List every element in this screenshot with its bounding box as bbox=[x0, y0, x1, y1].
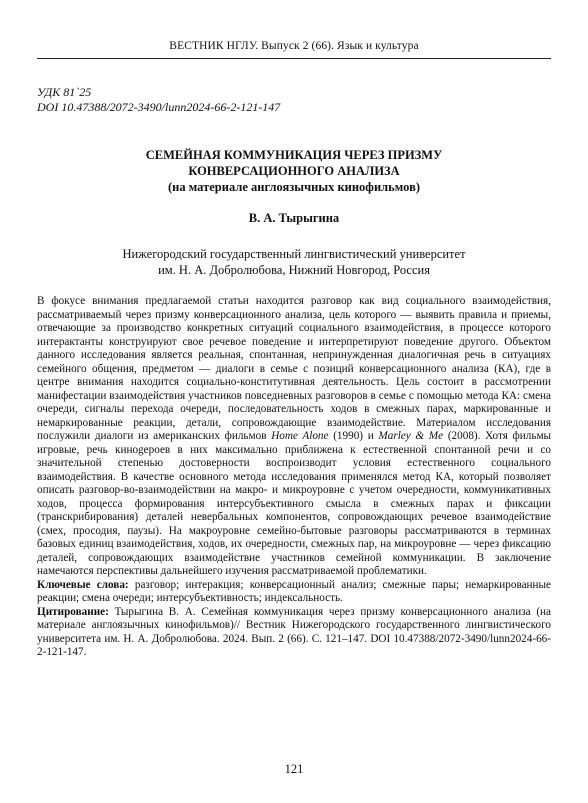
film-title-marley-and-me: Marley & Me bbox=[378, 430, 444, 442]
abstract-body bbox=[37, 295, 551, 579]
affiliation-line-2: им. Н. А. Добролюбова, Нижний Новгород, Россия bbox=[158, 263, 430, 277]
citation-label: Цитирование: bbox=[37, 605, 109, 618]
title-line-1: СЕМЕЙНАЯ КОММУНИКАЦИЯ ЧЕРЕЗ ПРИЗМУ bbox=[145, 148, 443, 162]
abstract-part-1: В фокусе внимания предлагаемой статьи находится разговор как вид социального взаимодействия, рассматриваемый через призму конверсационного анализа, цель которого — выявить правила и приемы, отвечающие за производство конкретных ситуаций социального взаимодействия, в процессе которого интерактанты конструируют свое речевое поведение и интерпретируют поведение другого. Объектом данного исследования является реальная, спонтанная, непринужденная диалогичная речь в ситуациях семейного общения, предметом — диалоги в семье с позиций конверсационного анализа (КА), где в центре внимания находится социально-конститутивная деятельность. Цель состоит в рассмотрении манифестации взаимодействия участников повседневных разговоров в семье с помощью метода КА: смена очереди, сигналы перехода очереди, последовательность ходов в смежных парах, маркированные и немаркированные реакции, детали, сопровождающие взаимодействие. Материалом исследования послужили диалоги из американских фильмов bbox=[37, 295, 551, 442]
doi: DOI 10.47388/2072-3490/lunn2024-66-2-121-147 bbox=[37, 100, 281, 114]
title-line-3: (на материале англоязычных кинофильмов) bbox=[168, 180, 420, 194]
abstract bbox=[37, 295, 551, 660]
film-title-home-alone: Home Alone bbox=[271, 430, 329, 442]
header-divider bbox=[37, 58, 551, 59]
keywords-text: разговор; интеракция; конверсационный анализ; смежные пары; немаркированные реакции; смена очереди; интерсубъективность; индексальность. bbox=[37, 578, 552, 604]
abstract-year-1: (1990) и bbox=[333, 430, 374, 442]
running-header: ВЕСТНИК НГЛУ. Выпуск 2 (66). Язык и культура bbox=[169, 40, 419, 52]
citation-text: Тырыгина В. А. Семейная коммуникация через призму конверсационного анализа (на материале англоязычных кинофильмов)// Вестник Нижегородского государственного лингвистического университета им. Н. А. Добролюбова. 2024. Вып. 2 (66). С. 121–147. DOI 10.47388/2072-3490/lunn2024-66-2-121-147. bbox=[37, 605, 552, 658]
keywords-label: Ключевые слова: bbox=[37, 578, 129, 591]
affiliation bbox=[37, 246, 551, 278]
udk-code: УДК 81`25 bbox=[37, 85, 92, 99]
keywords bbox=[37, 579, 551, 606]
article-title bbox=[37, 147, 551, 195]
author-name: В. А. Тырыгина bbox=[248, 211, 340, 225]
article-meta bbox=[37, 85, 280, 115]
affiliation-line-1: Нижегородский государственный лингвистический университет bbox=[122, 247, 466, 261]
page-number: 121 bbox=[284, 762, 304, 776]
abstract-part-2: (2008). Хотя фильмы игровые, речь кинogероев в них максимально приближена к естественной спонтанной речи и со значительной степенью достоверности воспроизводит условия естественного социального взаимодействия. В качестве основного метода исследования применялся метод КА, который позволяет описать разговор-во-взаимодействии на макро- и микроуровне с учетом очередности, коммуникативных ходов, процесса формирования интерсубъективного смысла в смежных парах и фиксации (транскрибирования) деталей невербальных компонентов, сопровождающих речевое взаимодействие (смех, просодия, паузы). На макроуровне семейно-бытовые разговоры рассматриваются в терминах базовых единиц взаимодействия, ходов, их очередности, смежных пар, на микроуровне — через фиксацию деталей, сопровождающих взаимодействие участников семейной коммуникации. В заключение намечаются перспективы дальнейшего изучения рассматриваемой проблематики. bbox=[37, 430, 552, 577]
citation bbox=[37, 606, 551, 660]
title-line-2: КОНВЕРСАЦИОННОГО АНАЛИЗА bbox=[188, 164, 400, 178]
